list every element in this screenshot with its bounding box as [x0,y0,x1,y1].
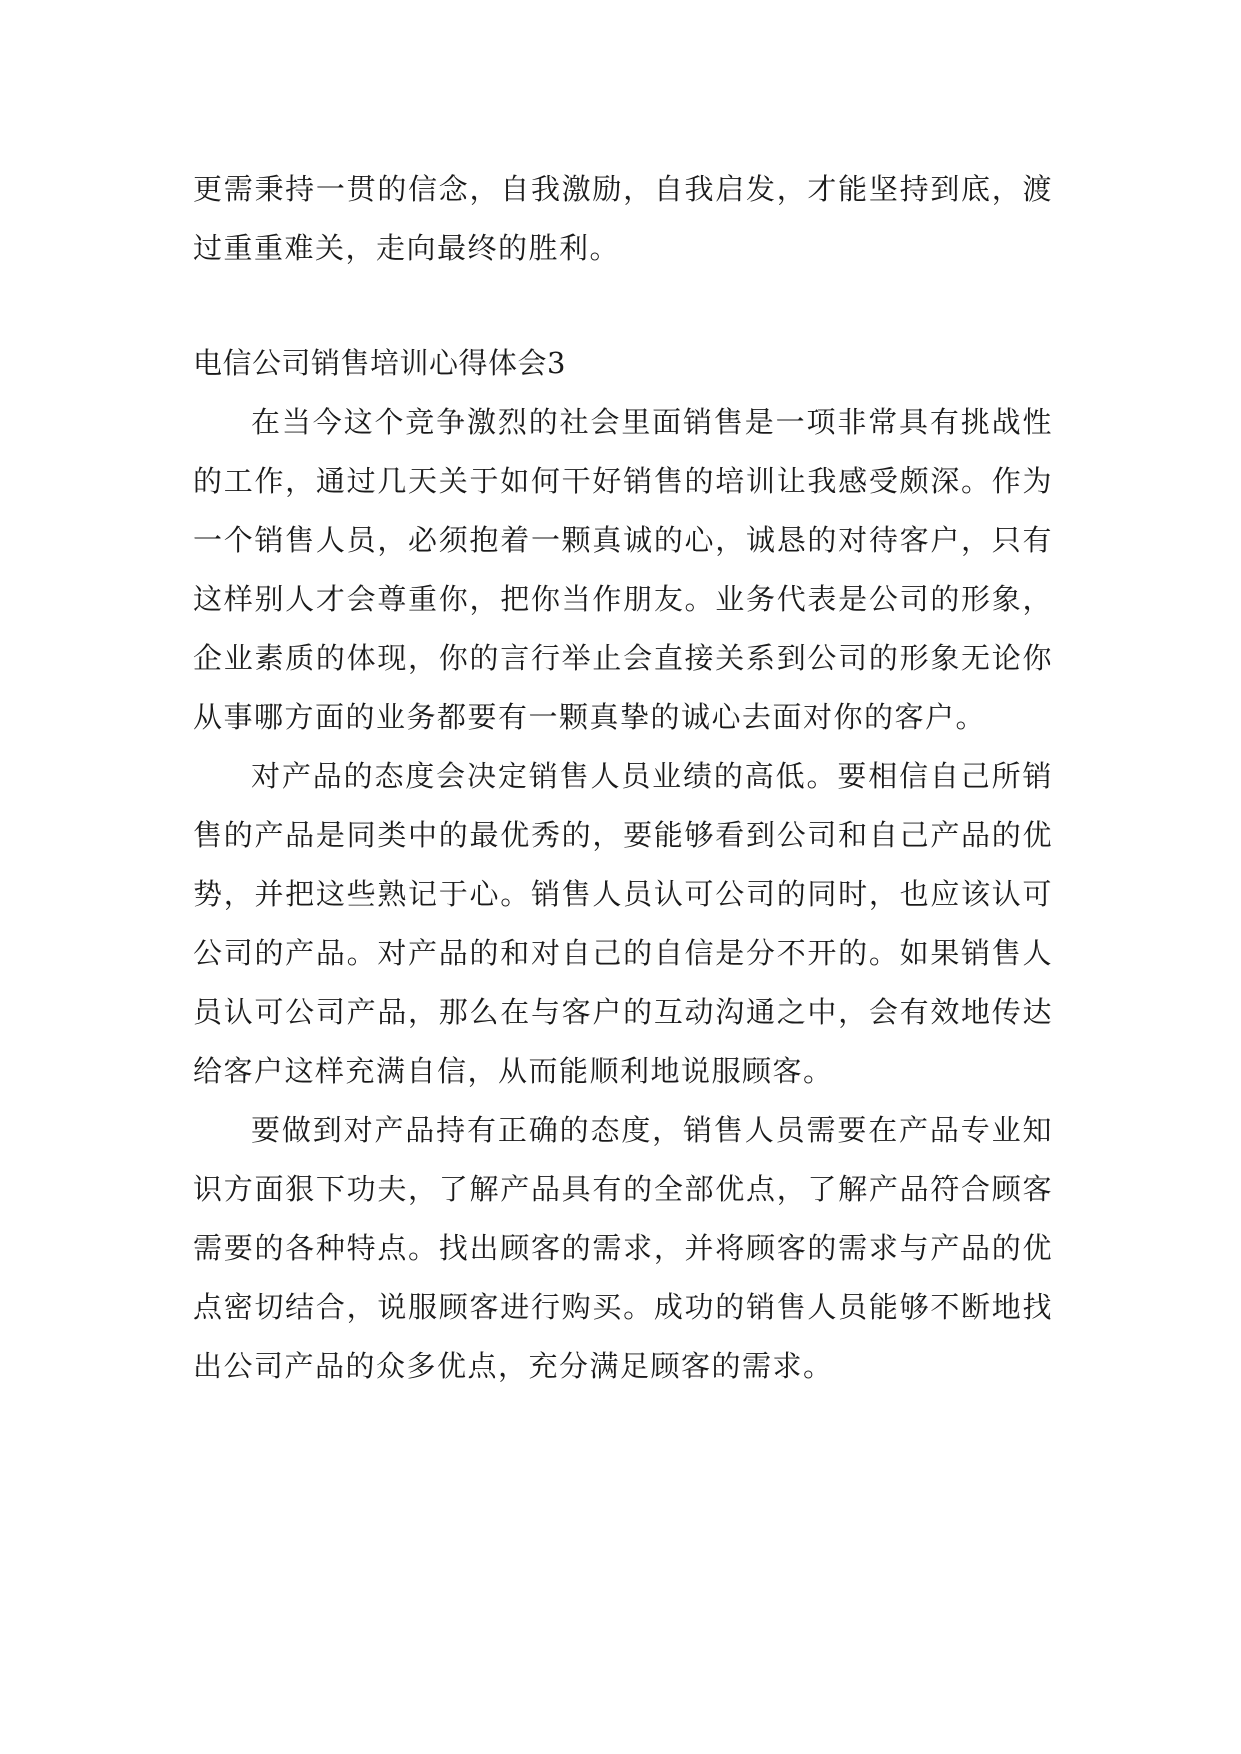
body-paragraph-2: 对产品的态度会决定销售人员业绩的高低。要相信自己所销售的产品是同类中的最优秀的，要能够看到公司和自己产品的优势，并把这些熟记于心。销售人员认可公司的同时，也应该认可公司的产品。对产品的和对自己的自信是分不开的。如果销售人员认可公司产品，那么在与客户的互动沟通之中，会有效地传达给客户这样充满自信，从而能顺利地说服顾客。 [193,759,1053,1088]
body-paragraph-1: 在当今这个竞争激烈的社会里面销售是一项非常具有挑战性的工作，通过几天关于如何干好销售的培训让我感受颇深。作为一个销售人员，必须抱着一颗真诚的心，诚恳的对待客户，只有这样别人才会尊重你，把你当作朋友。业务代表是公司的形象，企业素质的体现，你的言行举止会直接关系到公司的形象无论你从事哪方面的业务都要有一颗真挚的诚心去面对你的客户。 [193,405,1053,734]
document-body [193,160,1053,1396]
lead-paragraph: 更需秉持一贯的信念，自我激励，自我启发，才能坚持到底，渡过重重难关，走向最终的胜利。 [193,172,1053,265]
section-title: 电信公司销售培训心得体会3 [193,346,566,380]
body-paragraph-3: 要做到对产品持有正确的态度，销售人员需要在产品专业知识方面狠下功夫，了解产品具有的全部优点，了解产品符合顾客需要的各种特点。找出顾客的需求，并将顾客的需求与产品的优点密切结合，说服顾客进行购买。成功的销售人员能够不断地找出公司产品的众多优点，充分满足顾客的需求。 [193,1113,1053,1383]
